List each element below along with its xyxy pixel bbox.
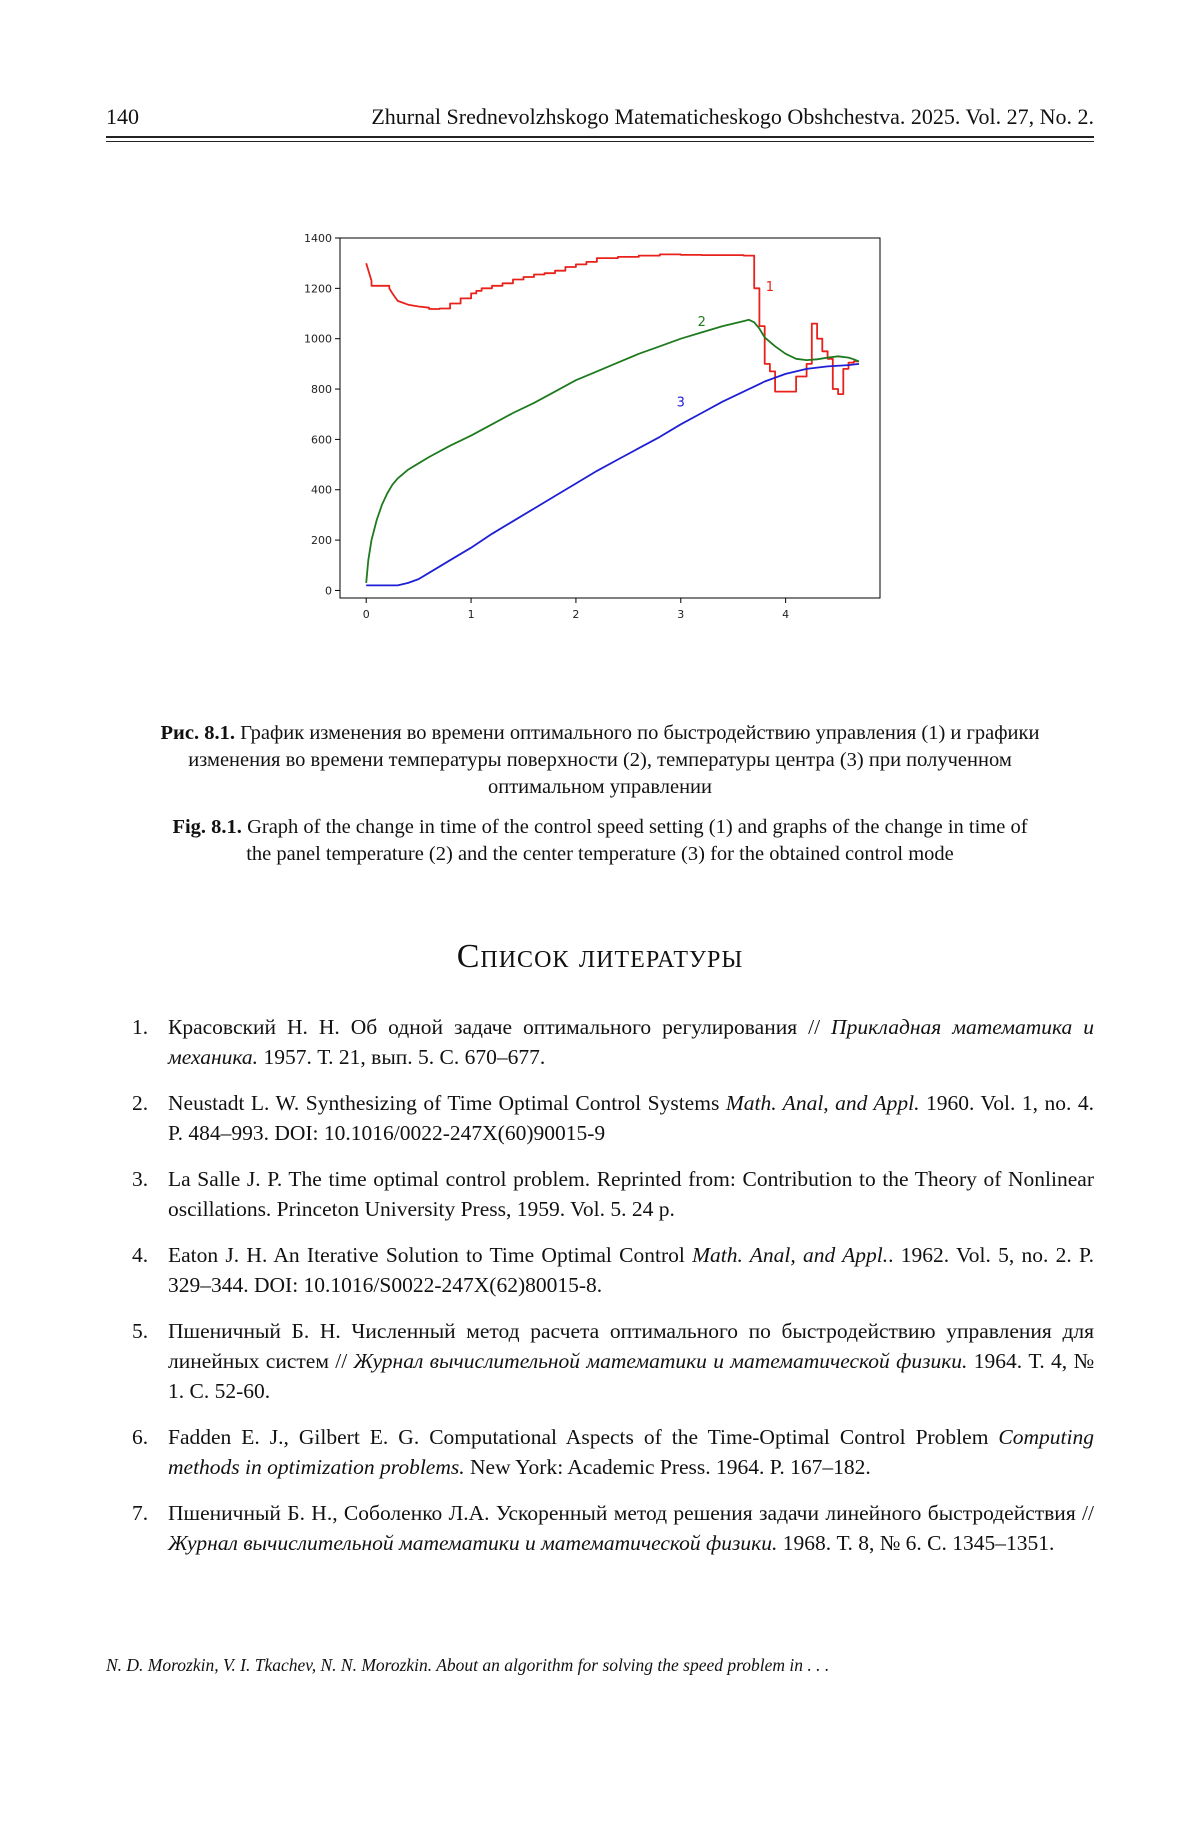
series-line-2 <box>366 320 859 583</box>
reference-item <box>132 1088 1094 1148</box>
reference-details: New York: Academic Press. 1964. P. 167–182. <box>464 1455 871 1479</box>
x-tick-label-3: 3 <box>677 608 685 621</box>
reference-number: 1. <box>132 1015 149 1039</box>
running-footer: N. D. Morozkin, V. I. Tkachev, N. N. Morozkin. About an algorithm for solving the speed problem in . . . <box>106 1655 830 1675</box>
series-line-3 <box>366 364 859 586</box>
line-chart <box>270 226 900 666</box>
journal-title: Zhurnal Srednevolzhskogo Matematicheskogo Obshchestva. 2025. Vol. 27, No. 2. <box>371 104 1094 129</box>
x-tick-label-2: 2 <box>572 608 580 621</box>
y-tick-label-1000: 1000 <box>304 332 332 346</box>
reference-source: Журнал вычислительной математики и математической физики. <box>353 1349 968 1373</box>
reference-details: 1960. Vol. 1, no. 4. P. 484–993. DOI: 10.1016/0022-247X(60)90015-9 <box>168 1091 1094 1145</box>
reference-source: Прикладная математика и механика. <box>168 1015 1094 1069</box>
reference-text: Eaton J. H. An Iterative Solution to Time Optimal Control <box>168 1243 693 1267</box>
page-number: 140 <box>106 104 139 129</box>
reference-details: 1968. Т. 8, № 6. С. 1345–1351. <box>777 1531 1055 1555</box>
reference-text: Пшеничный Б. Н. Численный метод расчета оптимального по быстродействию управления для линейных систем // <box>168 1319 1094 1373</box>
series-label-2: 2 <box>697 315 706 331</box>
caption-ru-label: Рис. 8.1. <box>160 722 235 744</box>
series-label-1: 1 <box>765 279 775 295</box>
reference-number: 4. <box>132 1243 149 1267</box>
y-tick-label-0: 0 <box>325 584 332 598</box>
y-tick-label-600: 600 <box>311 433 332 447</box>
reference-item <box>132 1164 1094 1224</box>
y-tick-label-1200: 1200 <box>304 282 332 296</box>
reference-text: Красовский Н. Н. Об одной задаче оптимального регулирования // <box>168 1015 832 1039</box>
caption-ru-text: График изменения во времени оптимального по быстродействию управления (1) и графики изменения во времени температуры поверхности (2), температуры центра (3) при полученном оптимальном управлении <box>188 722 1040 798</box>
reference-number: 7. <box>132 1501 149 1525</box>
reference-details: 1957. Т. 21, вып. 5. С. 670–677. <box>258 1045 546 1069</box>
caption-en-text: Graph of the change in time of the control speed setting (1) and graphs of the change in time of the panel temperature (2) and the center temperature (3) for the obtained control mode <box>241 816 1028 865</box>
section-title: Список литературы <box>456 938 744 975</box>
reference-number: 2. <box>132 1091 149 1115</box>
running-header <box>106 104 1094 134</box>
caption-ru <box>160 720 1040 801</box>
x-tick-label-1: 1 <box>467 608 475 621</box>
caption-en-label: Fig. 8.1. <box>172 816 242 838</box>
reference-item <box>132 1316 1094 1406</box>
reference-item <box>132 1498 1094 1558</box>
reference-source: Math. Anal, and Appl. <box>725 1091 920 1115</box>
caption-en <box>160 814 1040 868</box>
reference-number: 3. <box>132 1167 149 1191</box>
reference-text: Neustadt L. W. Synthesizing of Time Optimal Control Systems <box>168 1091 726 1115</box>
reference-item <box>132 1240 1094 1300</box>
reference-details: 1964. Т. 4, № 1. С. 52-60. <box>168 1349 1094 1403</box>
header-rule-thin <box>106 141 1094 142</box>
y-tick-label-1400: 1400 <box>304 232 332 245</box>
reference-list <box>132 1012 1094 1574</box>
reference-text: Fadden E. J., Gilbert E. G. Computational Aspects of the Time-Optimal Control Problem <box>168 1425 999 1449</box>
reference-source: Журнал вычислительной математики и математической физики. <box>168 1531 778 1555</box>
x-tick-label-4: 4 <box>782 608 790 621</box>
plot-frame <box>340 238 880 598</box>
y-tick-label-400: 400 <box>311 483 332 497</box>
reference-number: 6. <box>132 1425 149 1449</box>
y-tick-label-200: 200 <box>311 534 332 548</box>
reference-source: Math. Anal, and Appl. <box>692 1243 889 1267</box>
reference-number: 5. <box>132 1319 149 1343</box>
figure-8-1 <box>270 226 900 666</box>
reference-text: Пшеничный Б. Н., Соболенко Л.А. Ускоренный метод решения задачи линейного быстродействия // <box>168 1501 1094 1525</box>
reference-text: La Salle J. P. The time optimal control problem. Reprinted from: Contribution to the Theory of Nonlinear oscillations. Princeton University Press, 1959. Vol. 5. 24 p. <box>168 1167 1094 1221</box>
reference-item <box>132 1422 1094 1482</box>
reference-details: . 1962. Vol. 5, no. 2. P. 329–344. DOI: 10.1016/S0022-247X(62)80015-8. <box>168 1243 1094 1297</box>
y-tick-label-800: 800 <box>311 383 332 397</box>
header-rule-thick <box>106 136 1094 138</box>
x-tick-label-0: 0 <box>362 608 370 621</box>
series-label-3: 3 <box>676 395 685 411</box>
reference-item <box>132 1012 1094 1072</box>
reference-source: Computing methods in optimization problems. <box>168 1425 1094 1479</box>
